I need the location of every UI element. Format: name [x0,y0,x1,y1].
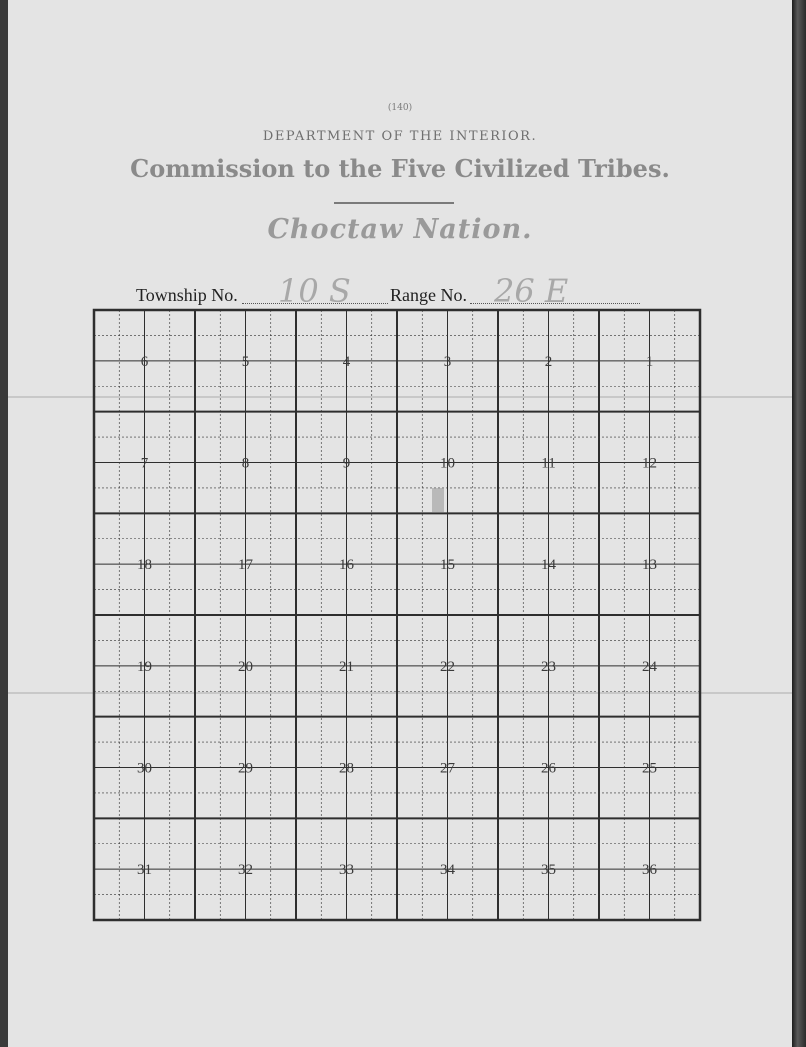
range-label: Range No. [390,285,467,305]
commission-title: Commission to the Five Civilized Tribes. [130,154,670,183]
department-heading: DEPARTMENT OF THE INTERIOR. [262,129,538,144]
section-number: 7 [140,455,149,472]
nation-title: Choctaw Nation. [267,214,533,245]
section-number: 2 [544,353,553,370]
section-number: 12 [642,455,657,472]
section-number: 35 [541,862,556,879]
section-number: 28 [339,760,354,777]
section-number: 29 [238,760,253,777]
section-number: 11 [541,455,556,472]
section-number: 32 [238,862,253,879]
township-label: Township No. [136,285,238,305]
section-number: 21 [339,658,354,675]
section-number: 1 [645,353,654,370]
section-number: 9 [342,455,351,472]
section-number: 3 [443,353,452,370]
section-number: 10 [440,455,455,472]
page-number: (140) [387,103,413,113]
section-number: 27 [440,760,455,777]
township-value: 10 S [278,272,351,310]
section-number: 34 [440,862,455,879]
section-number: 25 [642,760,657,777]
section-number: 20 [238,658,253,675]
section-number: 30 [137,760,152,777]
section-number: 24 [642,658,657,675]
section-number: 13 [642,557,657,574]
range-value: 26 E [494,272,569,310]
section-number: 33 [339,862,354,879]
paper-stain [432,488,444,512]
section-number: 22 [440,658,455,675]
section-number: 18 [137,557,152,574]
section-number: 15 [440,557,455,574]
section-number: 4 [342,353,351,370]
section-number: 31 [137,862,152,879]
section-number: 14 [541,557,556,574]
section-number: 16 [339,557,354,574]
section-number: 23 [541,658,556,675]
section-number: 17 [238,557,253,574]
section-number: 19 [137,658,152,675]
section-number: 26 [541,760,556,777]
section-number: 8 [241,455,250,472]
section-number: 5 [241,353,250,370]
section-number: 36 [642,862,657,879]
section-number: 6 [140,353,149,370]
